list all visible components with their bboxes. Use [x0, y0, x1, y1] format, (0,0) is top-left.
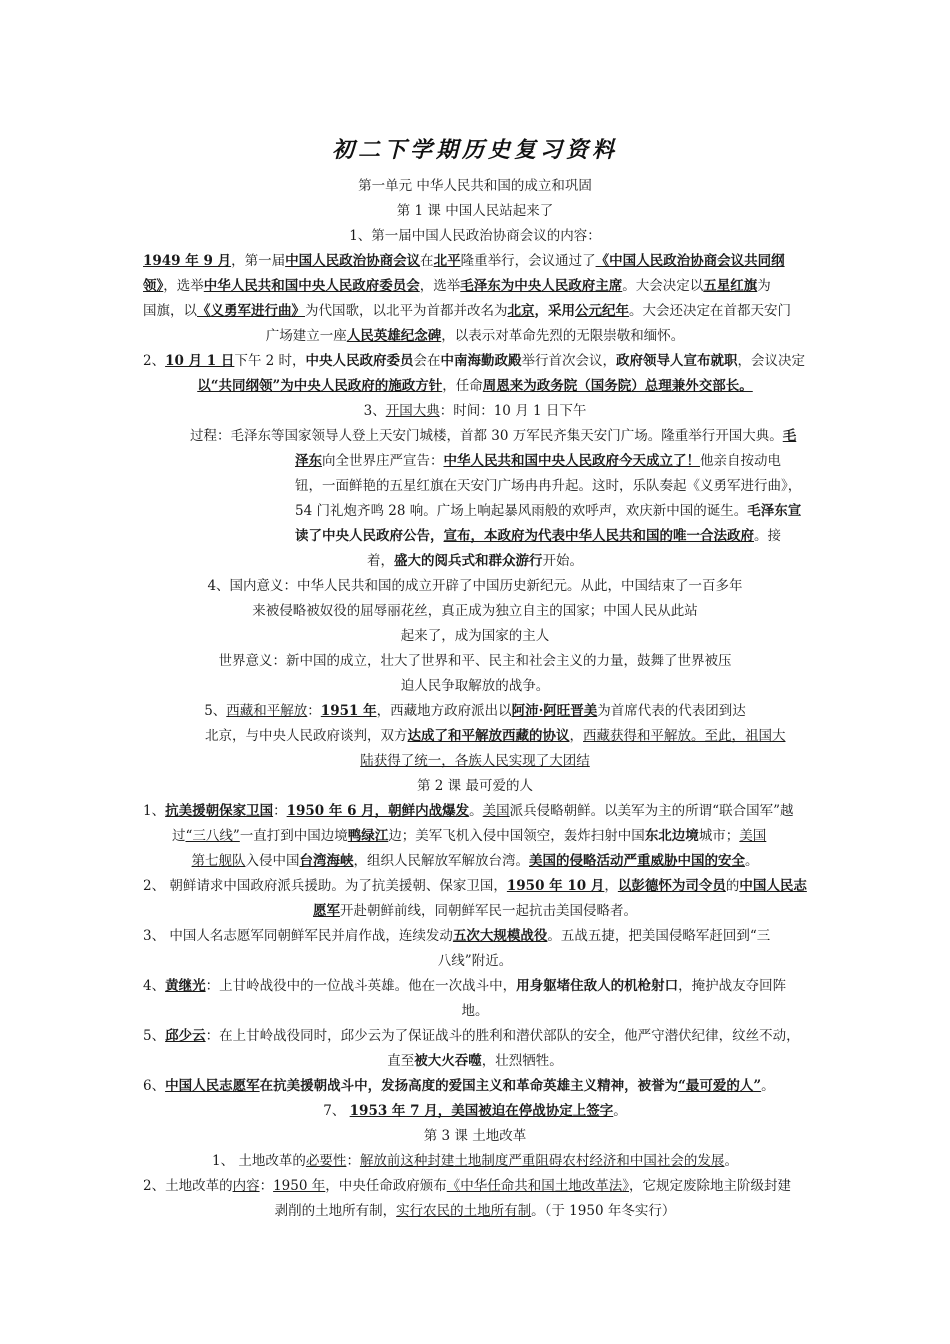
text: ，西藏地方政府派出以: [376, 703, 512, 719]
text: 城市；: [698, 828, 740, 844]
key-term: 读了中央人民政府公告，: [295, 528, 444, 544]
key-term: 政府领导人宣布就职: [616, 353, 738, 369]
key-term: 美国: [482, 803, 510, 819]
key-term: 西藏获得和平解放。至此，祖国大: [583, 728, 786, 744]
key-term: 毛泽东宣: [747, 503, 802, 519]
key-term: 五星红旗: [703, 278, 758, 294]
key-term: 以彭德怀为司令员: [617, 878, 726, 894]
key-term: 陆获得了统一，各族人民实现了大团结: [360, 753, 590, 769]
unit-heading: 第一单元 中华人民共和国的成立和巩固: [358, 178, 592, 194]
text: 举行首次会议，: [521, 353, 617, 369]
text: 过: [172, 828, 186, 844]
key-term: 中华人民共和国中央人民政府委员会: [203, 278, 420, 294]
text: 54 门礼炮齐鸣 28 响。广场上响起暴风雨般的欢呼声，欢庆新中国的诞生。: [295, 503, 748, 519]
key-term: 中央人民政府委员: [305, 353, 414, 369]
key-term: 东北边境: [644, 828, 699, 844]
key-term: 泽东: [295, 453, 322, 469]
key-term: 宣布，本政府为代表中华人民共和国的唯一合法政府: [443, 528, 754, 544]
text: ：时间：10 月 1 日下午: [439, 403, 587, 419]
paragraph-line: [172, 824, 766, 848]
text: 3、: [363, 403, 386, 419]
key-term: 内容: [232, 1178, 260, 1194]
paragraph-line: 八线”附近。: [437, 953, 513, 969]
key-term: 愿军: [313, 903, 340, 919]
text: ，以表示对革命先烈的无限崇敬和缅怀。: [441, 328, 685, 344]
key-term: 1953 年 7 月，美国被迫在停战协定上签字: [349, 1103, 614, 1119]
text: 向全世界庄严宣告：: [322, 453, 444, 469]
key-term: 毛: [782, 428, 797, 444]
paragraph-line: [0, 1149, 950, 1173]
text: 2、: [143, 353, 166, 369]
text: ，会议决定: [737, 353, 806, 369]
key-term: 《中华任命共和国土地改革法》: [446, 1178, 629, 1194]
text: 他亲自按动电: [700, 453, 781, 469]
key-term: 中国人民政治协商会议: [285, 253, 421, 269]
lesson-heading: 第 1 课 中国人民站起来了: [396, 203, 554, 219]
key-term: 被大火吞噬: [414, 1053, 482, 1069]
key-term: 抗美援朝保家卫国: [165, 803, 274, 819]
text: 。大会决定以: [622, 278, 704, 294]
page-title: 初二下学期历史复习资料: [331, 137, 618, 163]
text: 为: [757, 278, 771, 294]
text: 6、: [143, 1078, 166, 1094]
text: ，: [569, 728, 583, 744]
text: 开赴朝鲜前线，同朝鲜军民一起抗击美国侵略者。: [340, 903, 637, 919]
paragraph-line: [0, 1099, 950, 1123]
text: ：: [346, 1153, 360, 1169]
key-term: 在抗美援朝战斗中，发扬高度的爱国主义和革命英雄主义精神，被誉为: [259, 1078, 679, 1094]
text: ：: [259, 1178, 274, 1194]
paragraph-line: [143, 924, 770, 948]
paragraph-line: [143, 349, 805, 373]
date-text: 1951 年: [320, 703, 377, 719]
date-text: 1950 年: [273, 1178, 326, 1194]
paragraph-line: [0, 549, 950, 573]
text: ，组织人民解放军解放台湾。: [353, 853, 529, 869]
text: 一直打到中国边境: [239, 828, 348, 844]
text: 会在: [413, 353, 441, 369]
paragraph-line: [143, 799, 793, 823]
key-term: 第七舰队: [191, 853, 246, 869]
key-term: 鸭绿江: [347, 828, 389, 844]
text: 边；美军飞机入侵中国领空，轰炸扫射中国: [388, 828, 645, 844]
paragraph-line: 迫人民争取解放的战争。: [400, 678, 550, 694]
text: ，它规定废除地主阶级封建: [629, 1178, 791, 1194]
text: 过程：毛泽东等国家领导人登上天安门城楼，首都 30 万军民齐集天安门广场。隆重举行开国大典。: [190, 428, 783, 444]
text: 在: [420, 253, 434, 269]
text: 派兵侵略朝鲜。以美军为主的所谓“联合国军”越: [509, 803, 794, 819]
key-term: 阿沛·阿旺晋美: [511, 703, 598, 719]
key-term: “最可爱的人”: [678, 1078, 762, 1094]
paragraph-line: 钮，一面鲜艳的五星红旗在天安门广场冉冉升起。这时，乐队奏起《义勇军进行曲》，: [295, 478, 802, 494]
text: 的: [725, 878, 740, 894]
text: 隆重举行，会议通过了: [460, 253, 596, 269]
text: 5、: [143, 1028, 166, 1044]
text: ，第一届: [231, 253, 286, 269]
text: 入侵中国: [245, 853, 300, 869]
text: ，选举: [419, 278, 461, 294]
key-term: 美国的侵略活动严重威胁中国的安全: [529, 853, 745, 869]
paragraph-line: [143, 1024, 800, 1048]
date-text: 10 月 1 日: [165, 353, 235, 369]
key-term: “三八线”: [185, 828, 240, 844]
text: 着，: [367, 553, 394, 569]
paragraph-line: 起来了，成为国家的主人: [400, 628, 550, 644]
paragraph-line: [295, 449, 781, 473]
key-term: 解放前这种封建土地制度严重阻碍农村经济和中国社会的发展: [359, 1153, 725, 1169]
paragraph-line: 地。: [461, 1003, 489, 1019]
paragraph-line: [143, 249, 785, 273]
key-term: 1950 年 6 月，朝鲜内战爆发: [286, 803, 470, 819]
text: 下午 2 时，: [234, 353, 306, 369]
paragraph-line: [143, 1174, 791, 1198]
text: 剥削的土地所有制，: [274, 1203, 397, 1219]
paragraph-line: [0, 1049, 950, 1073]
text: 开始。: [542, 553, 583, 569]
paragraph-line: [0, 699, 950, 723]
key-term: 以“共同纲领”为中央人民政府的施政方针: [197, 378, 443, 394]
text: 国旗，以: [143, 303, 197, 319]
text: 5、: [204, 703, 227, 719]
key-term: 人民英雄纪念碑: [346, 328, 442, 344]
paragraph-line: [0, 374, 950, 398]
text: 3、 中国人名志愿军同朝鲜军民并肩作战，连续发动: [143, 928, 453, 944]
text: 。接: [754, 528, 781, 544]
date-text: 1949 年 9 月: [143, 253, 232, 269]
text: 为代国歌，以北平为首都并改名为: [305, 303, 508, 319]
text: 。大会还决定在首都天安门: [629, 303, 791, 319]
item-heading: 1、第一届中国人民政治协商会议的内容：: [349, 228, 601, 244]
text: 。（于 1950 年冬实行）: [531, 1203, 676, 1219]
key-term: 用身躯堵住敌人的机枪射口: [516, 978, 679, 994]
paragraph-line: 4、国内意义：中华人民共和国的成立开辟了中国历史新纪元。从此，中国结束了一百多年: [207, 578, 743, 594]
paragraph-line: [143, 274, 771, 298]
key-term: 五次大规模战役: [452, 928, 548, 944]
key-term: 周恩来为政务院（国务院）总理兼外交部长。: [482, 378, 753, 394]
key-term: 中国人民志愿军: [165, 1078, 260, 1094]
key-term: 中华人民共和国中央人民政府今天成立了！: [443, 453, 700, 469]
paragraph-line: 来被侵略被奴役的屈辱丽花丝，真正成为独立自主的国家；中国人民从此站: [252, 603, 698, 619]
text: 广场建立一座: [265, 328, 347, 344]
lesson-heading: 第 3 课 土地改革: [423, 1128, 527, 1144]
paragraph-line: 世界意义：新中国的成立，壮大了世界和平、民主和社会主义的力量，鼓舞了世界被压: [218, 653, 732, 669]
key-term: 开国大典: [385, 403, 440, 419]
key-term: 台湾海峡: [299, 853, 354, 869]
key-term: 美国: [739, 828, 767, 844]
item-heading: [0, 399, 950, 423]
key-term: 北京: [507, 303, 535, 319]
text: ，掩护战友夺回阵: [678, 978, 787, 994]
text: ，任命: [442, 378, 483, 394]
text: 7、: [323, 1103, 350, 1119]
key-term: 西藏和平解放: [226, 703, 308, 719]
paragraph-line: [143, 874, 807, 898]
key-term: 毛泽东为中央人民政府主席: [460, 278, 623, 294]
key-term: 北平: [433, 253, 461, 269]
text: ：: [307, 703, 321, 719]
paragraph-line: [205, 724, 786, 748]
text: 为首席代表的代表团到达: [597, 703, 746, 719]
paragraph-line: [143, 974, 786, 998]
key-term: 《义勇军进行曲》: [197, 303, 305, 319]
key-term: 达成了和平解放西藏的协议: [407, 728, 570, 744]
text: 。: [761, 1078, 775, 1094]
key-term: 中国人民志: [739, 878, 807, 894]
key-term: 黄继光: [165, 978, 206, 994]
key-term: 公元纪年: [575, 303, 629, 319]
text: ：上甘岭战役中的一位战斗英雄。他在一次战斗中，: [205, 978, 517, 994]
key-term: 领》: [143, 278, 164, 294]
text: 。五战五捷，把美国侵略军赶回到“三: [547, 928, 771, 944]
text: 2、土地改革的: [143, 1178, 233, 1194]
text: 。: [613, 1103, 627, 1119]
text: 1、 土地改革的: [212, 1153, 306, 1169]
text: ，选举: [163, 278, 204, 294]
paragraph-line: [143, 299, 791, 323]
key-term: 邱少云: [165, 1028, 206, 1044]
paragraph-line: [143, 1074, 775, 1098]
text: 4、: [143, 978, 166, 994]
paragraph-line: [0, 749, 950, 773]
paragraph-line: [0, 899, 950, 923]
paragraph-line: [295, 524, 781, 548]
key-term: 实行农民的土地所有制: [396, 1203, 532, 1219]
text: ，中央任命政府颁布: [325, 1178, 447, 1194]
text: 直至: [387, 1053, 415, 1069]
text: 。: [724, 1153, 738, 1169]
text: 北京，与中央人民政府谈判，双方: [205, 728, 408, 744]
text: ，: [604, 878, 618, 894]
text: 。: [745, 853, 759, 869]
paragraph-line: [190, 424, 796, 448]
text: ：: [273, 803, 287, 819]
paragraph-line: [295, 499, 801, 523]
date-text: 1950 年 10 月: [506, 878, 605, 894]
key-term: 中南海勤政殿: [440, 353, 522, 369]
text: 。: [469, 803, 483, 819]
text: ，采用: [534, 303, 575, 319]
lesson-heading: 第 2 课 最可爱的人: [417, 778, 533, 794]
paragraph-line: [0, 324, 950, 348]
text: 2、 朝鲜请求中国政府派兵援助。为了抗美援朝、保家卫国，: [143, 878, 507, 894]
text: 1、: [143, 803, 166, 819]
paragraph-line: [0, 849, 950, 873]
key-term: 盛大的阅兵式和群众游行: [394, 553, 543, 569]
key-term: 《中国人民政治协商会议共同纲: [595, 253, 785, 269]
text: ：在上甘岭战役同时，邱少云为了保证战斗的胜利和潜伏部队的安全，他严守潜伏纪律，纹丝不动，: [205, 1028, 800, 1044]
text: ，壮烈牺牲。: [481, 1053, 563, 1069]
key-term: 必要性: [305, 1153, 347, 1169]
paragraph-line: [0, 1199, 950, 1223]
